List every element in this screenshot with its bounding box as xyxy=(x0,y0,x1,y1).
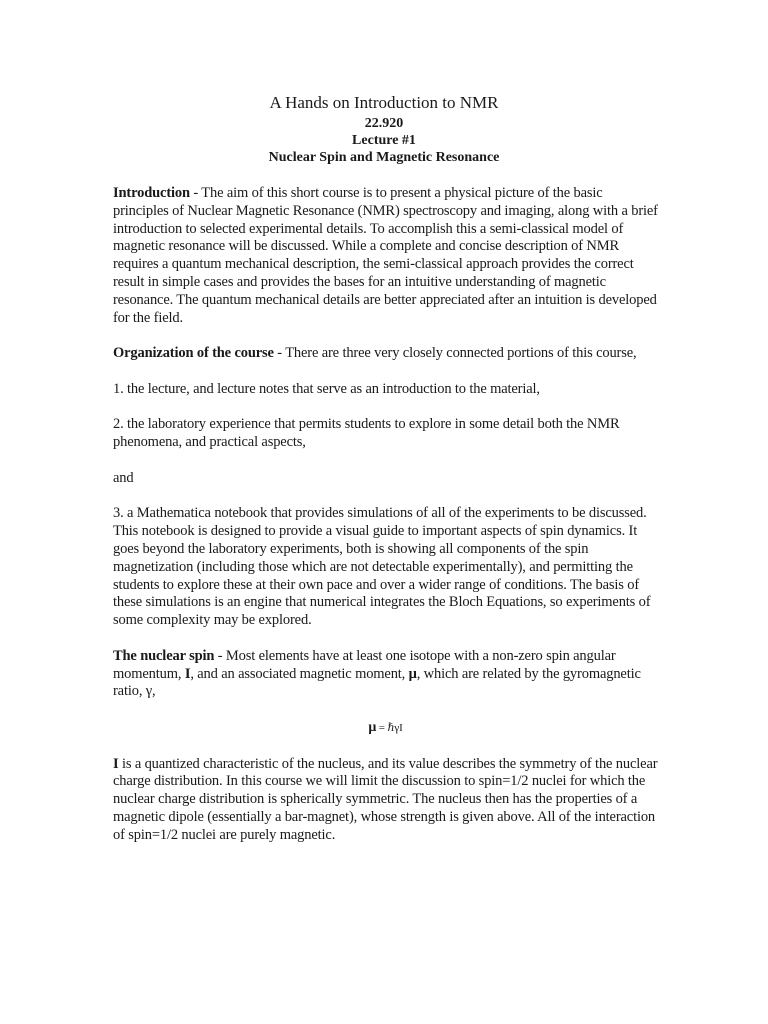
introduction-text: The aim of this short course is to present a physical picture of the basic principles of Nuclear Magnetic Resonance (NMR) spectroscopy and imaging, along with a brief introduction to selected experimental details. To accomplish this a semi-classical model of magnetic resonance will be discussed. While a complete and concise description of NMR requires a quantum mechanical description, the semi-classical approach provides the correct result in simple cases and provides the bases for an intuitive understanding of magnetic resonance. The quantum mechanical details are better appreciated after an intuition is developed for the field. xyxy=(113,185,658,326)
organization-item-1: 1. the lecture, and lecture notes that serve as an introduction to the material, xyxy=(113,380,540,397)
course-number: 22.920 xyxy=(364,116,404,131)
document-title: A Hands on Introduction to NMR xyxy=(269,93,499,112)
introduction-paragraph xyxy=(113,185,658,327)
nuclear-spin-text-c: , which are related by the gyromagnetic ratio, γ, xyxy=(113,665,641,700)
gyromagnetic-equation xyxy=(113,719,658,738)
introduction-separator: - xyxy=(189,185,202,201)
nuclear-spin-paragraph xyxy=(113,648,658,701)
organization-item-3: 3. a Mathematica notebook that provides simulations of all of the experiments to be discussed. This notebook is designed to provide a visual guide to important aspects of spin dynamics. It goes beyond the laboratory experiments, both is showing all components of the spin magnetization (including those which are not detectable experimentally), and permitting the students to explore these at their own pace and over a wider range of conditions. The basis of these simulations is an engine that numerical integrates the Bloch Equations, so experiments of some complexity may be explored. xyxy=(113,505,651,629)
spin-description-paragraph xyxy=(113,756,658,845)
organization-heading: Organization of the course xyxy=(113,345,274,362)
lecture-subtitle: Nuclear Spin and Magnetic Resonance xyxy=(268,150,500,165)
document-body xyxy=(113,185,658,862)
spin-description-text: is a quantized characteristic of the nucleus, and its value describes the symmetry of the nuclear charge distribution. In this course we will limit the discussion to spin=1/2 nuclei for which the nuclear charge distribution is spherically symmetric. The nucleus then has the properties of a magnetic dipole (essentially a bar-magnet), whose strength is given above. All of the interaction of spin=1/2 nuclei are purely magnetic. xyxy=(113,755,658,843)
organization-paragraph xyxy=(113,345,658,363)
organization-text: There are three very closely connected portions of this course, xyxy=(285,345,637,362)
introduction-heading: Introduction xyxy=(113,185,190,201)
nuclear-spin-text-a: Most elements have at least one isotope with a non-zero spin angular momentum, xyxy=(113,647,616,682)
symbol-spin-I: I xyxy=(184,665,191,682)
symbol-magnetic-moment: μ xyxy=(408,665,417,682)
equation-lhs: μ xyxy=(368,719,377,735)
organization-separator: - xyxy=(273,345,286,362)
symbol-spin-I-2: I xyxy=(113,755,119,772)
nuclear-spin-text-b: , and an associated magnetic moment, xyxy=(190,665,409,682)
lecture-number: Lecture #1 xyxy=(352,133,416,148)
organization-connector: and xyxy=(113,469,134,486)
organization-item-2: 2. the laboratory experience that permits students to explore in some detail both the NMR phenomena, and practical aspects, xyxy=(113,416,620,451)
equation-rhs: = ℏγI xyxy=(376,721,403,734)
nuclear-spin-heading: The nuclear spin xyxy=(113,647,215,664)
nuclear-spin-separator: - xyxy=(214,647,226,664)
